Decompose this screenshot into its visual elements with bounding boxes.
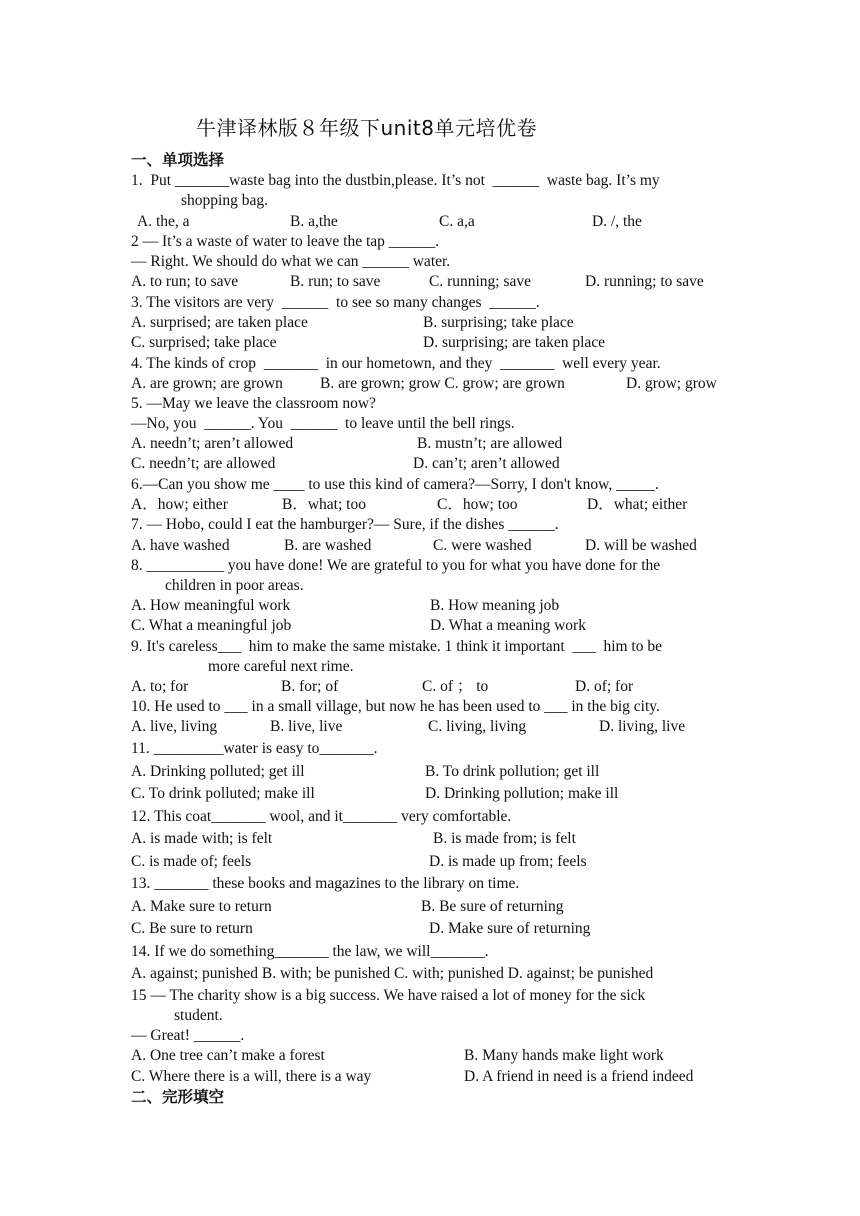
question-1: 1. Put _______waste bag into the dustbin,please. It’s not ______ waste bag. It’s my	[131, 172, 660, 189]
section-heading-cloze: 二、完形填空	[131, 1088, 225, 1106]
q5-option-c: C. needn’t; are allowed	[131, 455, 276, 472]
question-9: 9. It's careless___ him to make the same mistake. 1 think it important ___ him to be	[131, 638, 662, 655]
question-8: 8. __________ you have done! We are grateful to you for what you have done for the	[131, 557, 661, 574]
question-11: 11. _________water is easy to_______.	[131, 740, 378, 757]
q10-option-a: A. live, living	[131, 718, 218, 735]
q10-option-c: C. living, living	[428, 718, 527, 735]
question-8-cont: children in poor areas.	[165, 577, 304, 594]
q2-option-d: D. running; to save	[585, 273, 704, 290]
q12-option-b: B. is made from; is felt	[433, 830, 576, 847]
q4-option-b-c: B. are grown; grow C. grow; are grown	[320, 375, 565, 392]
section-heading-single-choice: 一、单项选择	[131, 151, 225, 169]
q13-option-c: C. Be sure to return	[131, 920, 253, 937]
q9-option-d: D. of; for	[575, 678, 634, 695]
question-15-reply: — Great! ______.	[131, 1027, 245, 1044]
q6-option-a: A．how; either	[131, 496, 228, 513]
question-15: 15 — The charity show is a big success. We have raised a lot of money for the sick	[131, 987, 646, 1004]
question-6: 6.—Can you show me ____ to use this kind of camera?—Sorry, I don't know, _____.	[131, 476, 659, 493]
question-5-reply: —No, you ______. You ______ to leave until the bell rings.	[131, 415, 515, 432]
question-2: 2 — It’s a waste of water to leave the tap ______.	[131, 233, 440, 250]
q8-option-d: D. What a meaning work	[430, 617, 586, 634]
q4-option-a: A. are grown; are grown	[131, 375, 283, 392]
q11-option-a: A. Drinking polluted; get ill	[131, 763, 305, 780]
q15-option-c: C. Where there is a will, there is a way	[131, 1068, 372, 1085]
q1-option-d: D. /, the	[592, 213, 642, 230]
q3-option-b: B. surprising; take place	[423, 314, 574, 331]
q11-option-d: D. Drinking pollution; make ill	[425, 785, 619, 802]
q2-option-a: A. to run; to save	[131, 273, 239, 290]
q13-option-b: B. Be sure of returning	[421, 898, 564, 915]
q5-option-a: A. needn’t; aren’t allowed	[131, 435, 294, 452]
question-2-reply: — Right. We should do what we can ______ water.	[131, 253, 451, 270]
question-5: 5. —May we leave the classroom now?	[131, 395, 376, 412]
question-12: 12. This coat_______ wool, and it_______ very comfortable.	[131, 808, 512, 825]
q1-option-c: C. a,a	[439, 213, 475, 230]
q6-option-b: B．what; too	[282, 496, 366, 513]
question-4: 4. The kinds of crop _______ in our hometown, and they _______ well every year.	[131, 355, 661, 372]
q10-option-b: B. live, live	[270, 718, 343, 735]
question-3: 3. The visitors are very ______ to see so many changes ______.	[131, 294, 540, 311]
q6-option-c: C．how; too	[437, 496, 518, 513]
q7-option-c: C. were washed	[433, 537, 532, 554]
question-13: 13. _______ these books and magazines to the library on time.	[131, 875, 520, 892]
question-7: 7. — Hobo, could I eat the hamburger?— Sure, if the dishes ______.	[131, 516, 559, 533]
q10-option-d: D. living, live	[599, 718, 686, 735]
q13-option-d: D. Make sure of returning	[429, 920, 591, 937]
page-title: 牛津译林版８年级下unit8单元培优卷	[196, 116, 537, 140]
q9-option-c: C. of ； to	[422, 678, 489, 695]
q1-option-a: A. the, a	[137, 213, 190, 230]
q11-option-b: B. To drink pollution; get ill	[425, 763, 600, 780]
q7-option-b: B. are washed	[284, 537, 372, 554]
q15-option-b: B. Many hands make light work	[464, 1047, 664, 1064]
q6-option-d: D．what; either	[587, 496, 688, 513]
q8-option-a: A. How meaningful work	[131, 597, 291, 614]
question-15-cont: student.	[174, 1007, 223, 1024]
q12-option-a: A. is made with; is felt	[131, 830, 273, 847]
q9-option-b: B. for; of	[281, 678, 339, 695]
q3-option-c: C. surprised; take place	[131, 334, 277, 351]
q1-option-b: B. a,the	[290, 213, 338, 230]
q2-option-b: B. run; to save	[290, 273, 381, 290]
q3-option-d: D. surprising; are taken place	[423, 334, 606, 351]
q5-option-d: D. can’t; aren’t allowed	[413, 455, 560, 472]
q4-option-d: D. grow; grow	[626, 375, 717, 392]
question-14: 14. If we do something_______ the law, we will_______.	[131, 943, 489, 960]
q8-option-c: C. What a meaningful job	[131, 617, 292, 634]
q14-options: A. against; punished B. with; be punished C. with; punished D. against; be punished	[131, 965, 654, 982]
q2-option-c: C. running; save	[429, 273, 532, 290]
q15-option-d: D. A friend in need is a friend indeed	[464, 1068, 694, 1085]
q3-option-a: A. surprised; are taken place	[131, 314, 308, 331]
q12-option-d: D. is made up from; feels	[429, 853, 587, 870]
q5-option-b: B. mustn’t; are allowed	[417, 435, 563, 452]
question-9-cont: more careful next rime.	[208, 658, 354, 675]
q15-option-a: A. One tree can’t make a forest	[131, 1047, 325, 1064]
q11-option-c: C. To drink polluted; make ill	[131, 785, 315, 802]
question-10: 10. He used to ___ in a small village, but now he has been used to ___ in the big city.	[131, 698, 660, 715]
q8-option-b: B. How meaning job	[430, 597, 560, 614]
q7-option-d: D. will be washed	[585, 537, 697, 554]
q9-option-a: A. to; for	[131, 678, 189, 695]
q13-option-a: A. Make sure to return	[131, 898, 272, 915]
question-1-cont: shopping bag.	[181, 192, 268, 209]
q7-option-a: A. have washed	[131, 537, 230, 554]
q12-option-c: C. is made of; feels	[131, 853, 252, 870]
